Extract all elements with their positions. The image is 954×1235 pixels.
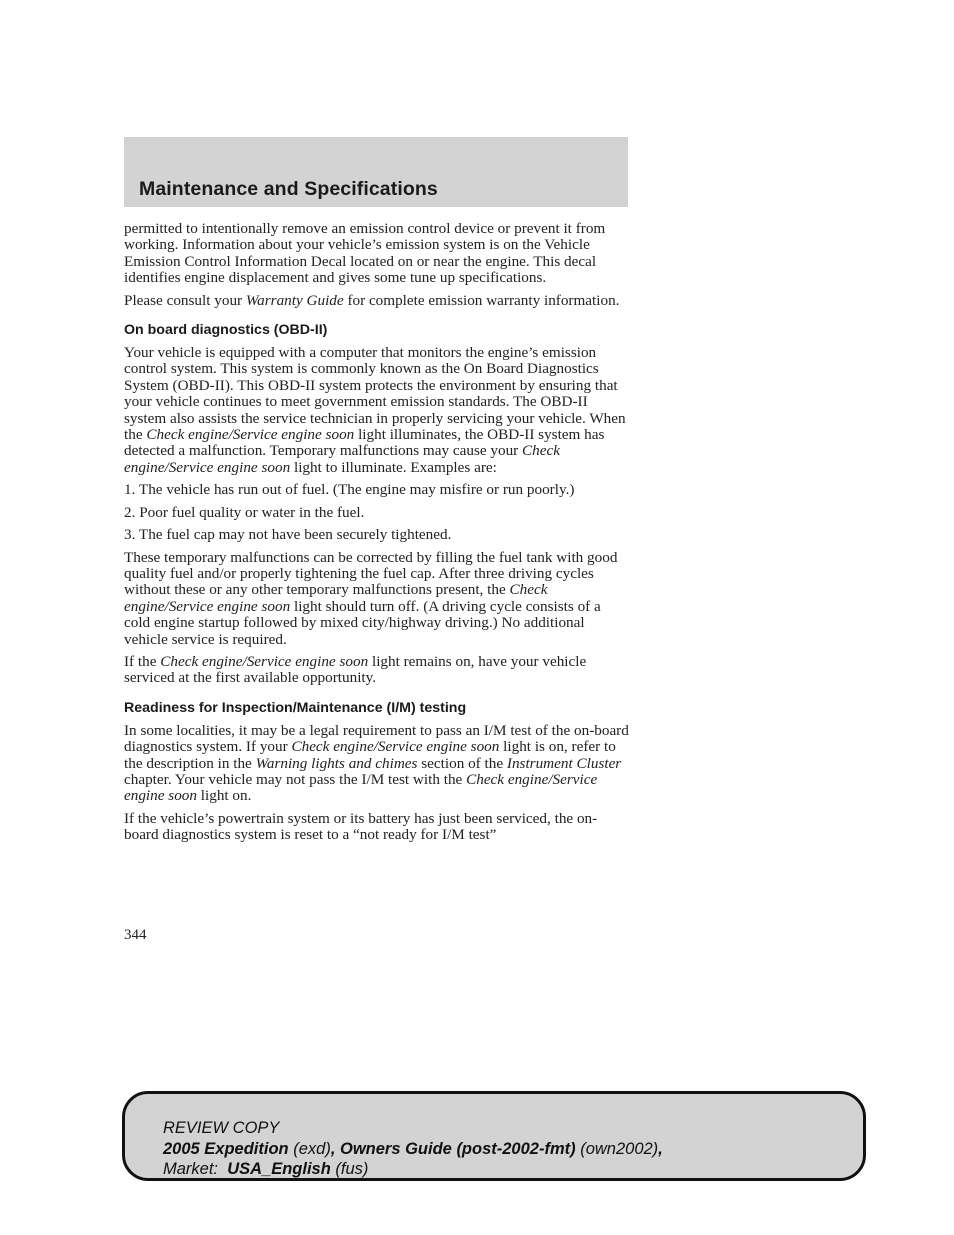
section-header-band	[124, 137, 628, 207]
paragraph-powertrain-reset: If the vehicle’s powertrain system or its battery has just been serviced, the on-board diagnostics system is reset to a “not ready for I/M test”	[124, 809, 598, 844]
page-number: 344	[124, 927, 147, 943]
list-item: 3. The fuel cap may not have been securely tightened.	[124, 526, 452, 544]
paragraph-obd-description: Your vehicle is equipped with a computer that monitors the engine’s emission control system. This system is commonly known as the On Board Diagnostics System (OBD-II). This OBD-II system protects the environment by ensuring that your vehicle continues to meet government emission standards. The OBD-II system also assists the service technician in properly servicing your vehicle. When the Check engine/Service engine soon light illuminates, the OBD-II system has detected a malfunction. Temporary malfunctions may cause your Check engine/Service engine soon light to illuminate. Examples are:	[124, 344, 626, 476]
review-copy-label: REVIEW COPY	[163, 1119, 280, 1137]
heading-obd: On board diagnostics (OBD-II)	[124, 322, 328, 339]
paragraph-warranty: Please consult your Warranty Guide for complete emission warranty information.	[124, 291, 620, 309]
paragraph-emission-intro: permitted to intentionally remove an emission control device or prevent it from working. Information about your vehicle’s emission system is on the Vehicle Emission Control Information Decal located on or near the engine. This decal identifies engine displacement and gives some tune up specifications.	[124, 220, 606, 287]
list-item: 1. The vehicle has run out of fuel. (The engine may misfire or run poorly.)	[124, 481, 575, 499]
paragraph-im-requirement: In some localities, it may be a legal requirement to pass an I/M test of the on-board diagnostics system. If your Check engine/Service engine soon light is on, refer to the description in the Warning lights and chimes section of the Instrument Cluster chapter. Your vehicle may not pass the I/M test with the Check engine/Service engine soon light on.	[124, 721, 629, 805]
paragraph-temporary-malfunctions: These temporary malfunctions can be corrected by filling the fuel tank with good quality fuel and/or properly tightening the fuel cap. After three driving cycles without these or any other temporary malfunctions present, the Check engine/Service engine soon light should turn off. (A driving cycle consists of a cold engine startup followed by mixed city/highway driving.) No additional vehicle service is required.	[124, 548, 618, 648]
review-copy-box	[122, 1091, 866, 1181]
paragraph-light-remains-on: If the Check engine/Service engine soon light remains on, have your vehicle serviced at the first available opportunity.	[124, 652, 587, 687]
heading-im-testing: Readiness for Inspection/Maintenance (I/M) testing	[124, 699, 467, 716]
list-item: 2. Poor fuel quality or water in the fuel.	[124, 503, 365, 521]
page-content	[124, 221, 630, 850]
review-copy-market-line: Market: USA_English (fus)	[163, 1160, 369, 1178]
review-copy-text	[163, 1118, 663, 1180]
warranty-guide-ref: Warranty Guide	[245, 291, 344, 309]
review-copy-guide-line: 2005 Expedition (exd), Owners Guide (post-2002-fmt) (own2002),	[163, 1139, 663, 1158]
section-title: Maintenance and Specifications	[139, 178, 438, 200]
